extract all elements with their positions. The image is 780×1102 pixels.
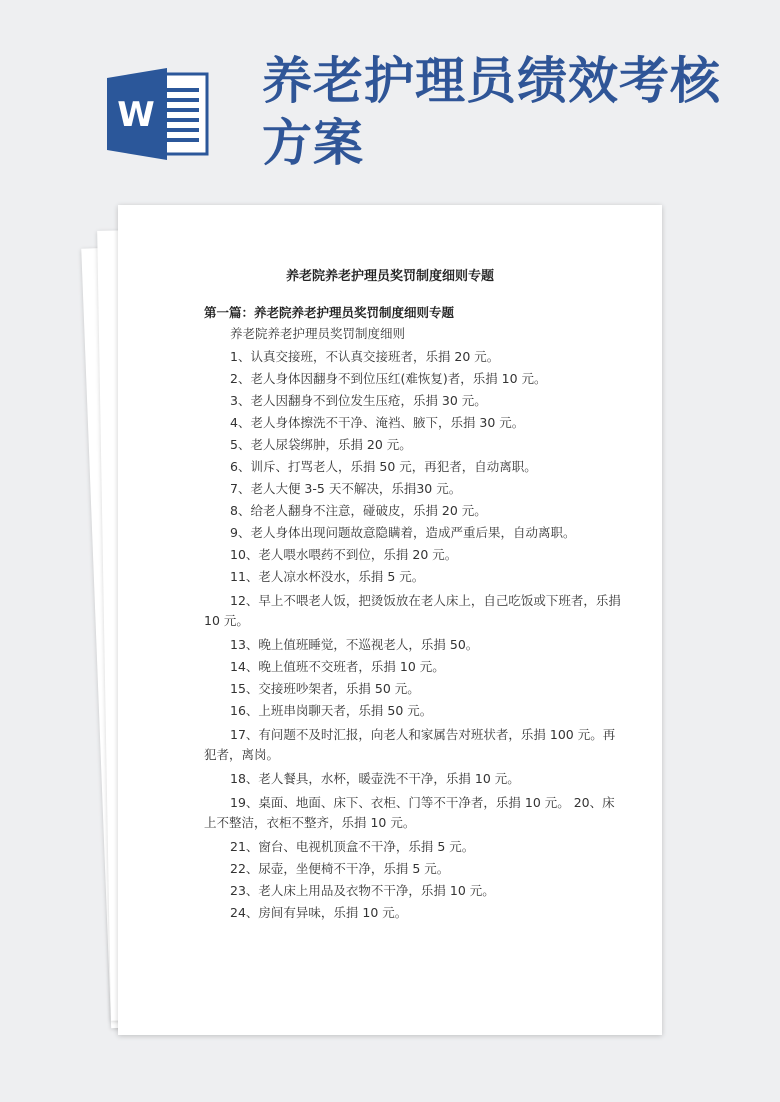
document-page [118, 205, 662, 1035]
section-heading: 第一篇：养老院养老护理员奖罚制度细则专题 [204, 305, 455, 320]
list-item: 18、老人餐具，水杯，暖壶洗不干净，乐捐 10 元。 [230, 771, 520, 786]
banner-title: 养老护理员绩效考核方案 [262, 52, 721, 172]
sub-heading: 养老院养老护理员奖罚制度细则 [230, 326, 406, 341]
list-item: 16、上班串岗聊天者，乐捐 50 元。 [230, 703, 433, 718]
document-title: 养老院养老护理员奖罚制度细则专题 [285, 269, 494, 284]
list-item: 21、窗台、电视机顶盒不干净，乐捐 5 元。 [230, 839, 475, 854]
list-item: 8、给老人翻身不注意，碰破皮，乐捐 20 元。 [230, 503, 487, 518]
list-item: 15、交接班吵架者，乐捐 50 元。 [230, 681, 420, 696]
list-item: 10、老人喂水喂药不到位，乐捐 20 元。 [230, 547, 458, 562]
list-item: 14、晚上值班不交班者，乐捐 10 元。 [230, 659, 445, 674]
list-item: 7、老人大便 3-5 天不解决，乐捐30 元。 [230, 481, 462, 496]
word-document-icon [107, 66, 209, 162]
list-item: 3、老人因翻身不到位发生压疮，乐捐 30 元。 [230, 393, 487, 408]
list-item: 22、尿壶，坐便椅不干净，乐捐 5 元。 [230, 861, 450, 876]
list-item: 9、老人身体出现问题故意隐瞒着，造成严重后果，自动离职。 [230, 525, 576, 540]
list-item: 5、老人尿袋绑肿，乐捐 20 元。 [230, 437, 412, 452]
list-item: 13、晚上值班睡觉，不巡视老人，乐捐 50。 [230, 637, 479, 652]
svg-text:W: W [117, 95, 155, 135]
list-item: 24、房间有异味，乐捐 10 元。 [230, 905, 408, 920]
list-item: 17、有问题不及时汇报，向老人和家属告对班状者，乐捐 100 元。再犯者，离岗。 [204, 727, 616, 762]
list-item: 19、桌面、地面、床下、衣柜、门等不干净者，乐捐 10 元。 20、床上不整洁，衣柜不整齐，乐捐 10 元。 [204, 795, 615, 830]
rules-list [204, 347, 622, 925]
list-item: 2、老人身体因翻身不到位压红(难恢复)者，乐捐 10 元。 [230, 371, 547, 386]
list-item: 1、认真交接班，不认真交接班者，乐捐 20 元。 [230, 349, 500, 364]
list-item: 11、老人凉水杯没水，乐捐 5 元。 [230, 569, 425, 584]
list-item: 12、早上不喂老人饭，把烫饭放在老人床上，自己吃饭或下班者，乐捐 10 元。 [204, 593, 621, 628]
list-item: 6、训斥、打骂老人，乐捐 50 元，再犯者，自动离职。 [230, 459, 537, 474]
list-item: 4、老人身体擦洗不干净、淹裆、腋下，乐捐 30 元。 [230, 415, 525, 430]
list-item: 23、老人床上用品及衣物不干净，乐捐 10 元。 [230, 883, 495, 898]
